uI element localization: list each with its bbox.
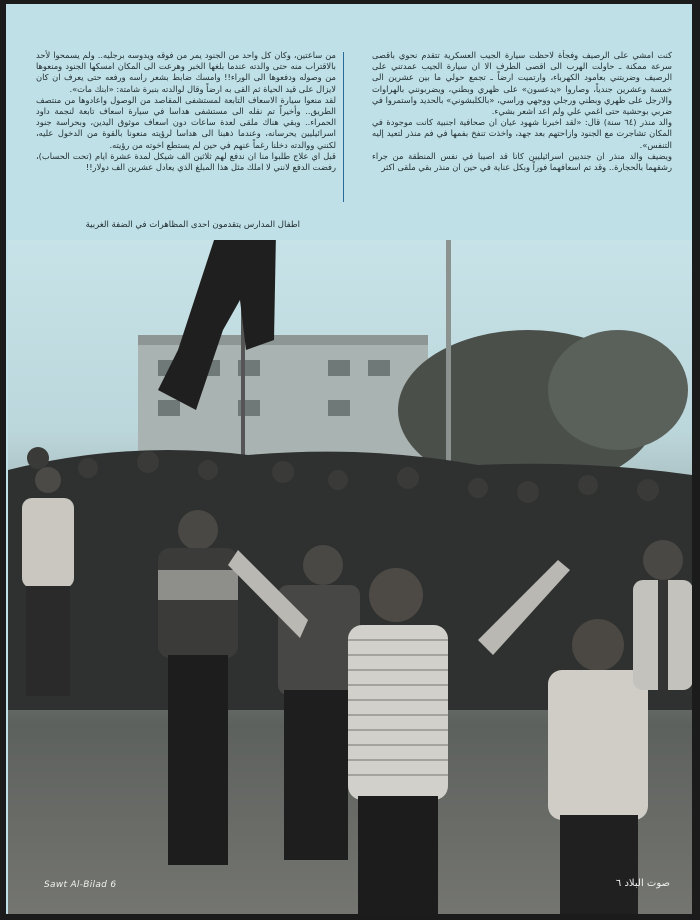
paragraph: كنت امشي على الرصيف وفجأة لاحظت سيارة الجيب العسكرية تتقدم نحوي باقصى سرعة ممكنة ـ حاولت الهرب الى اقصى الطرف الا ان سيارة الجيب عمدتني على الرصيف وضربتني بعامود الكهرباء، وارتميت ارضاً ـ تجمع حولي ما بين عشرين الى خمسة وعشرين جندياً، وصاروا «يدعسون» على ظهري وبطني، ويضربونني بالهراوات والارجل على ظهري وبطني ورجلي ووجهي وراسي، «بالكلبشوني» بالحديد واستمروا في ضربي بوحشية حتى اغمي علي ولم اعد اشعر بشيء. bbox=[372, 50, 672, 117]
photo-caption: اطفال المدارس يتقدمون احدى المظاهرات في الضفة الغربية bbox=[85, 220, 300, 230]
boy-dark-sweater bbox=[158, 510, 238, 865]
lamp-post bbox=[446, 240, 451, 490]
magazine-page bbox=[6, 4, 692, 914]
article-left-column bbox=[36, 50, 336, 206]
column-divider bbox=[343, 52, 344, 202]
paragraph: من ساعتين، وكان كل واحد من الجنود يمر من فوقه ويدوسه برجليه.. ولم يسمحوا لأحد بالاقتراب منه حتى والدته عندما بلغها الخبر وهرعت الى المكان امسكها الجنود ومنعوها من وصوله ودفعوها الى الوراء!! وامسك ضابط بشعر راسه ورفعه حتى يعرف ان كان لايزال على قيد الحياة ثم القى به ارضاً وقال لوالدته بنبرة شامتة: «ابنك مات». bbox=[36, 50, 336, 94]
footer-page-label: صوت البلاد ٦ bbox=[615, 878, 670, 889]
article-right-column bbox=[372, 50, 672, 206]
photo-illustration bbox=[8, 240, 692, 914]
boy-main-arms-raised bbox=[228, 550, 570, 914]
footer-magazine-name: Sawt Al-Bilad 6 bbox=[44, 880, 117, 890]
boy-left bbox=[22, 467, 74, 696]
article-columns bbox=[36, 50, 672, 206]
paragraph: والد منذر (٦٤ سنة) قال: «لقد اخبرنا شهود عيان ان صحافية اجنبية كانت موجودة في المكان تشاجرت مع الجنود وازاحتهم بعد جهد، واخذت تنفخ بفمها في فم منذر لتعيد إليه التنفس». bbox=[372, 117, 672, 150]
paragraph: لقد منعوا سيارة الاسعاف التابعة لمستشفى المقاصد من الوصول واعادوها من منتصف الطريق.. وأخيراً تم نقله الى مستشفى هداسا في سيارة اسعاف تابعة لنجمة داود الحمراء.. وبقي هناك ملقى لعدة ساعات دون اسعاف موثوق اليدين، وبحراسة جنود اسرائيليين يحرسانه، وعندما ذهبنا الى هداسا لرؤيته منعونا بالقوة من الدخول عليه، لكنني ووالدته دخلنا رغماً عنهم في حين لم يستطع اخوته من رؤيته. bbox=[36, 94, 336, 150]
paragraph: ويضيف والد منذر ان جنديين اسرائيليين كانا قد اصيبا في نفس المنطقة من جراء رشقهما بالحجارة.. وقد تم اسعافهما فوراً وبكل عناية في حين ان منذر بقي ملقى اكثر bbox=[372, 150, 672, 173]
boy-middle bbox=[278, 545, 360, 860]
paragraph: قبل اي علاج طلبوا منا ان ندفع لهم ثلاثين الف شيكل لمدة عشرة ايام (تحت الحساب)، رفضت الدفع لانني لا املك مثل هذا المبلغ الذي يعادل عشرين الف دولار!! bbox=[36, 150, 336, 173]
demonstration-photo bbox=[8, 240, 692, 914]
